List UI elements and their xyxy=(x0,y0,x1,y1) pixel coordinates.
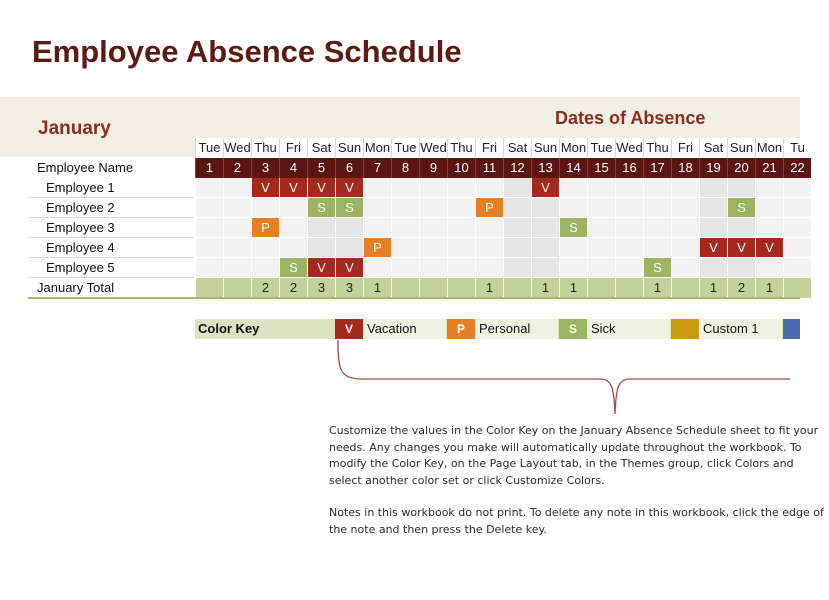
key-custom1-label[interactable]: Custom 1 xyxy=(703,321,759,336)
absence-cell[interactable] xyxy=(727,218,755,238)
total-cell[interactable] xyxy=(503,278,531,298)
absence-cell[interactable] xyxy=(783,178,811,198)
absence-cell[interactable] xyxy=(559,178,587,198)
absence-cell[interactable] xyxy=(587,258,615,278)
day-of-week-cell: Sun xyxy=(335,138,363,158)
absence-cell[interactable] xyxy=(391,198,419,218)
day-number-cell[interactable]: 9 xyxy=(419,158,447,178)
absence-mark-cell[interactable]: V xyxy=(251,178,279,198)
total-cell[interactable] xyxy=(447,278,475,298)
absence-cell[interactable] xyxy=(475,258,503,278)
absence-cell[interactable] xyxy=(699,178,727,198)
absence-cell[interactable] xyxy=(755,258,783,278)
absence-mark-cell[interactable]: S xyxy=(727,198,755,218)
instruction-note xyxy=(329,423,829,554)
absence-cell[interactable] xyxy=(447,178,475,198)
absence-cell[interactable] xyxy=(699,198,727,218)
day-number-cell[interactable]: 4 xyxy=(279,158,307,178)
day-of-week-cell: Sun xyxy=(727,138,755,158)
employee-name-header: Employee Name xyxy=(37,160,134,175)
absence-cell[interactable] xyxy=(335,218,363,238)
day-of-week-cell: Sun xyxy=(531,138,559,158)
absence-mark-cell[interactable]: V xyxy=(531,178,559,198)
page-title: Employee Absence Schedule xyxy=(32,34,462,69)
total-cell[interactable]: 2 xyxy=(251,278,279,298)
total-cell[interactable]: 1 xyxy=(531,278,559,298)
total-cell[interactable] xyxy=(587,278,615,298)
absence-cell[interactable] xyxy=(587,178,615,198)
day-of-week-cell: Mon xyxy=(755,138,783,158)
total-cell[interactable]: 1 xyxy=(363,278,391,298)
day-number-cell[interactable]: 17 xyxy=(643,158,671,178)
absence-cell[interactable] xyxy=(251,238,279,258)
absence-cell[interactable] xyxy=(475,238,503,258)
day-of-week-cell: Tu xyxy=(783,138,811,158)
month-title: January xyxy=(38,118,111,139)
total-label: January Total xyxy=(37,280,115,295)
absence-cell[interactable] xyxy=(391,238,419,258)
day-of-week-cell: Fri xyxy=(279,138,307,158)
absence-mark-cell[interactable]: V xyxy=(307,258,335,278)
key-custom2-swatch[interactable] xyxy=(783,319,800,339)
day-of-week-cell: Fri xyxy=(671,138,699,158)
absence-cell[interactable] xyxy=(531,218,559,238)
absence-cell[interactable] xyxy=(419,238,447,258)
key-custom1-swatch[interactable] xyxy=(671,319,699,339)
absence-cell[interactable] xyxy=(559,258,587,278)
absence-cell[interactable] xyxy=(447,198,475,218)
day-number-cell[interactable]: 19 xyxy=(699,158,727,178)
absence-cell[interactable] xyxy=(419,178,447,198)
absence-cell[interactable] xyxy=(755,198,783,218)
total-cell[interactable]: 3 xyxy=(335,278,363,298)
absence-mark-cell[interactable]: V xyxy=(335,258,363,278)
absence-cell[interactable] xyxy=(615,198,643,218)
absence-cell[interactable] xyxy=(587,238,615,258)
day-number-cell[interactable]: 3 xyxy=(251,158,279,178)
total-cell[interactable] xyxy=(783,278,811,298)
key-vacation-label[interactable]: Vacation xyxy=(367,321,417,336)
key-personal-label[interactable]: Personal xyxy=(479,321,531,336)
day-number-cell[interactable]: 11 xyxy=(475,158,503,178)
absence-cell[interactable] xyxy=(783,218,811,238)
absence-cell[interactable] xyxy=(335,238,363,258)
day-number-cell[interactable]: 7 xyxy=(363,158,391,178)
absence-cell[interactable] xyxy=(363,178,391,198)
total-underline xyxy=(28,297,800,299)
absence-mark-cell[interactable]: S xyxy=(279,258,307,278)
total-cell[interactable] xyxy=(195,278,223,298)
day-number-cell[interactable]: 2 xyxy=(223,158,251,178)
absence-mark-cell[interactable]: S xyxy=(643,258,671,278)
day-number-cell[interactable]: 20 xyxy=(727,158,755,178)
day-of-week-cell: Sat xyxy=(699,138,727,158)
absence-cell[interactable] xyxy=(307,218,335,238)
absence-cell[interactable] xyxy=(503,198,531,218)
absence-mark-cell[interactable]: S xyxy=(307,198,335,218)
day-of-week-cell: Sat xyxy=(503,138,531,158)
day-number-cell[interactable]: 1 xyxy=(195,158,223,178)
absence-cell[interactable] xyxy=(783,258,811,278)
color-key-title: Color Key xyxy=(198,321,260,336)
absence-cell[interactable] xyxy=(223,258,251,278)
absence-cell[interactable] xyxy=(447,258,475,278)
employee-name: Employee 2 xyxy=(46,200,115,215)
total-cell[interactable]: 2 xyxy=(279,278,307,298)
day-of-week-cell: Mon xyxy=(559,138,587,158)
total-cell[interactable]: 3 xyxy=(307,278,335,298)
absence-cell[interactable] xyxy=(615,258,643,278)
day-number-cell[interactable]: 21 xyxy=(755,158,783,178)
day-number-cell[interactable]: 6 xyxy=(335,158,363,178)
dates-of-absence-heading: Dates of Absence xyxy=(555,108,706,128)
total-cell[interactable] xyxy=(615,278,643,298)
absence-cell[interactable] xyxy=(643,218,671,238)
day-number-cell[interactable]: 18 xyxy=(671,158,699,178)
day-of-week-cell: Wed xyxy=(615,138,643,158)
day-of-week-cell: Wed xyxy=(419,138,447,158)
absence-cell[interactable] xyxy=(279,198,307,218)
absence-cell[interactable] xyxy=(419,198,447,218)
day-number-cell[interactable]: 15 xyxy=(587,158,615,178)
total-cell[interactable]: 1 xyxy=(559,278,587,298)
absence-cell[interactable] xyxy=(195,258,223,278)
total-cell[interactable] xyxy=(391,278,419,298)
absence-cell[interactable] xyxy=(643,178,671,198)
absence-mark-cell[interactable]: V xyxy=(307,178,335,198)
absence-cell[interactable] xyxy=(783,198,811,218)
day-number-cell[interactable]: 16 xyxy=(615,158,643,178)
day-number-cell[interactable]: 22 xyxy=(783,158,811,178)
day-number-cell[interactable]: 10 xyxy=(447,158,475,178)
day-of-week-cell: Fri xyxy=(475,138,503,158)
absence-cell[interactable] xyxy=(223,238,251,258)
absence-cell[interactable] xyxy=(643,238,671,258)
absence-cell[interactable] xyxy=(671,218,699,238)
day-number-cell[interactable]: 12 xyxy=(503,158,531,178)
absence-cell[interactable] xyxy=(727,258,755,278)
absence-mark-cell[interactable]: P xyxy=(363,238,391,258)
day-number-cell[interactable]: 13 xyxy=(531,158,559,178)
absence-mark-cell[interactable]: V xyxy=(699,238,727,258)
absence-cell[interactable] xyxy=(363,258,391,278)
key-sick-label[interactable]: Sick xyxy=(591,321,616,336)
key-vacation-swatch[interactable]: V xyxy=(335,319,363,339)
absence-mark-cell[interactable]: V xyxy=(755,238,783,258)
employee-name: Employee 4 xyxy=(46,240,115,255)
day-number-cell[interactable]: 14 xyxy=(559,158,587,178)
total-cell[interactable] xyxy=(419,278,447,298)
absence-cell[interactable] xyxy=(223,198,251,218)
absence-cell[interactable] xyxy=(447,218,475,238)
total-cell[interactable] xyxy=(671,278,699,298)
note-paragraph-1: Customize the values in the Color Key on the January Absence Schedule sheet to fit your needs. Any changes you make will automatically update throughout the workbook. To modify the Color Key, on the Page Layout tab, in the Themes group, click Colors and select another color set or click Customize Colors. xyxy=(329,424,819,487)
absence-cell[interactable] xyxy=(419,218,447,238)
absence-cell[interactable] xyxy=(391,218,419,238)
absence-mark-cell[interactable]: P xyxy=(251,218,279,238)
day-number-cell[interactable]: 5 xyxy=(307,158,335,178)
absence-mark-cell[interactable]: S xyxy=(335,198,363,218)
day-of-week-cell: Tue xyxy=(587,138,615,158)
absence-cell[interactable] xyxy=(727,178,755,198)
absence-cell[interactable] xyxy=(503,258,531,278)
absence-cell[interactable] xyxy=(447,238,475,258)
absence-mark-cell[interactable]: V xyxy=(727,238,755,258)
absence-cell[interactable] xyxy=(643,198,671,218)
day-of-week-cell: Wed xyxy=(223,138,251,158)
absence-cell[interactable] xyxy=(755,218,783,238)
day-number-cell[interactable]: 8 xyxy=(391,158,419,178)
absence-mark-cell[interactable]: V xyxy=(335,178,363,198)
absence-cell[interactable] xyxy=(251,198,279,218)
absence-cell[interactable] xyxy=(391,258,419,278)
absence-cell[interactable] xyxy=(615,238,643,258)
employee-name: Employee 5 xyxy=(46,260,115,275)
total-cell[interactable]: 1 xyxy=(643,278,671,298)
absence-cell[interactable] xyxy=(363,218,391,238)
absence-cell[interactable] xyxy=(699,258,727,278)
absence-cell[interactable] xyxy=(363,198,391,218)
absence-cell[interactable] xyxy=(307,238,335,258)
absence-grid xyxy=(0,138,805,300)
absence-cell[interactable] xyxy=(223,178,251,198)
day-of-week-cell: Tue xyxy=(391,138,419,158)
absence-cell[interactable] xyxy=(531,198,559,218)
absence-cell[interactable] xyxy=(699,218,727,238)
absence-cell[interactable] xyxy=(195,218,223,238)
absence-cell[interactable] xyxy=(279,218,307,238)
absence-cell[interactable] xyxy=(503,178,531,198)
absence-cell[interactable] xyxy=(531,238,559,258)
absence-mark-cell[interactable]: P xyxy=(475,198,503,218)
day-of-week-cell: Tue xyxy=(195,138,223,158)
absence-cell[interactable] xyxy=(671,198,699,218)
absence-cell[interactable] xyxy=(783,238,811,258)
total-cell[interactable]: 1 xyxy=(755,278,783,298)
absence-cell[interactable] xyxy=(671,258,699,278)
absence-cell[interactable] xyxy=(671,178,699,198)
day-of-week-cell: Mon xyxy=(363,138,391,158)
total-cell[interactable]: 1 xyxy=(475,278,503,298)
absence-cell[interactable] xyxy=(531,258,559,278)
absence-mark-cell[interactable]: V xyxy=(279,178,307,198)
callout-brace xyxy=(330,340,800,420)
absence-cell[interactable] xyxy=(503,238,531,258)
key-personal-swatch[interactable]: P xyxy=(447,319,475,339)
absence-cell[interactable] xyxy=(587,198,615,218)
absence-cell[interactable] xyxy=(195,178,223,198)
day-of-week-cell: Thu xyxy=(251,138,279,158)
absence-cell[interactable] xyxy=(279,238,307,258)
absence-cell[interactable] xyxy=(671,238,699,258)
total-cell[interactable]: 2 xyxy=(727,278,755,298)
absence-cell[interactable] xyxy=(587,218,615,238)
absence-cell[interactable] xyxy=(391,178,419,198)
total-cell[interactable]: 1 xyxy=(699,278,727,298)
employee-name: Employee 1 xyxy=(46,180,115,195)
day-of-week-cell: Thu xyxy=(447,138,475,158)
absence-cell[interactable] xyxy=(503,218,531,238)
absence-cell[interactable] xyxy=(475,218,503,238)
absence-cell[interactable] xyxy=(223,218,251,238)
key-sick-swatch[interactable]: S xyxy=(559,319,587,339)
absence-cell[interactable] xyxy=(195,238,223,258)
absence-cell[interactable] xyxy=(419,258,447,278)
total-cell[interactable] xyxy=(223,278,251,298)
absence-cell[interactable] xyxy=(251,258,279,278)
employee-name: Employee 3 xyxy=(46,220,115,235)
absence-cell[interactable] xyxy=(615,218,643,238)
absence-cell[interactable] xyxy=(475,178,503,198)
absence-cell[interactable] xyxy=(195,198,223,218)
absence-cell[interactable] xyxy=(755,178,783,198)
note-paragraph-2: Notes in this workbook do not print. To delete any note in this workbook, click the edge of the note and then press the Delete key. xyxy=(329,506,824,536)
day-of-week-cell: Sat xyxy=(307,138,335,158)
day-of-week-cell: Thu xyxy=(643,138,671,158)
absence-cell[interactable] xyxy=(615,178,643,198)
absence-mark-cell[interactable]: S xyxy=(559,218,587,238)
absence-cell[interactable] xyxy=(559,238,587,258)
absence-cell[interactable] xyxy=(559,198,587,218)
